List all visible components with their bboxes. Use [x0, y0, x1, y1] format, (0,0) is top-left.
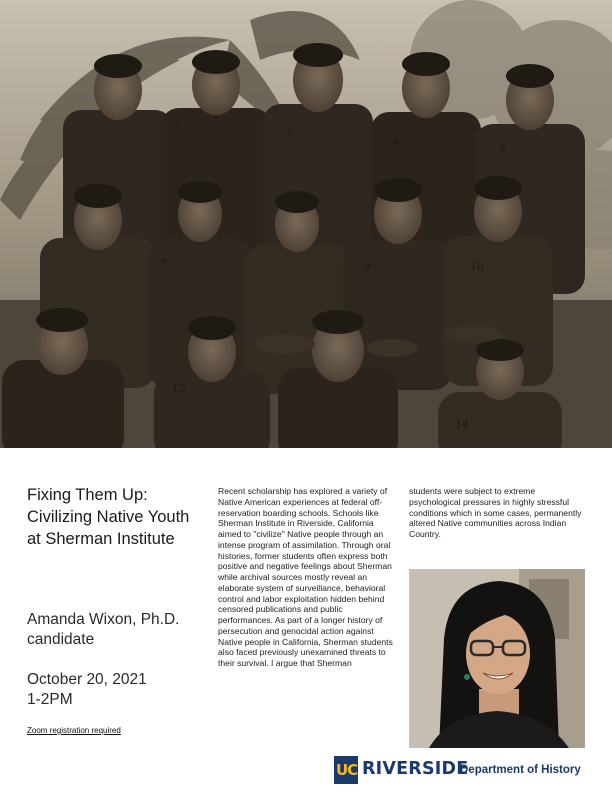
- event-time: 1-2PM: [27, 691, 73, 708]
- event-datetime: [27, 670, 207, 710]
- riverside-wordmark: RIVERSIDE: [362, 759, 469, 779]
- speaker-portrait: [409, 569, 585, 748]
- middle-row: [40, 176, 553, 394]
- uc-badge-text: UC: [336, 761, 358, 779]
- abstract-column-2: students were subject to extreme psychological pressures in highly stressful conditions which in some cases, permanently altered Native communities across Indian Country.: [409, 486, 582, 539]
- photo-number-9: 9: [364, 260, 371, 273]
- photo-number-3: 3: [285, 124, 292, 137]
- zoom-registration-link[interactable]: Zoom registration required: [27, 726, 121, 735]
- photo-number-2: 2: [174, 120, 181, 133]
- uc-badge: [334, 756, 358, 784]
- photo-number-10: 10: [470, 260, 484, 273]
- department-name: Department of History: [460, 764, 581, 776]
- speaker-name: Amanda Wixon, Ph.D. candidate: [27, 611, 180, 648]
- abstract-column-1: Recent scholarship has explored a variety of Native American experiences at federal off-reservation boarding schools. Schools like Sherman Institute in Riverside, California aimed to "civilize" Native people through an intense program of assimilation. Through oral histories, former students often express both positive and negative feelings about Sherman while archival sources mostly reveal an elaborate system of surveillance, behavioral control and labor exploitation hidden behind censored publications and public performances. As part of a longer history of persecution and genocidal action against Native people in California, Sherman students also faced previously unexamined threats to their survival. I argue that Sherman: [218, 486, 393, 668]
- photo-number-5: 5: [499, 142, 506, 155]
- photo-number-4: 4: [392, 136, 399, 149]
- photo-number-12: 12: [172, 382, 186, 395]
- uc-riverside-history-logo: [334, 756, 596, 786]
- event-date: October 20, 2021: [27, 671, 147, 688]
- event-title: Fixing Them Up: Civilizing Native Youth at Sherman Institute: [27, 486, 190, 548]
- photo-number-7: 7: [160, 258, 167, 271]
- photo-number-14: 14: [455, 418, 469, 431]
